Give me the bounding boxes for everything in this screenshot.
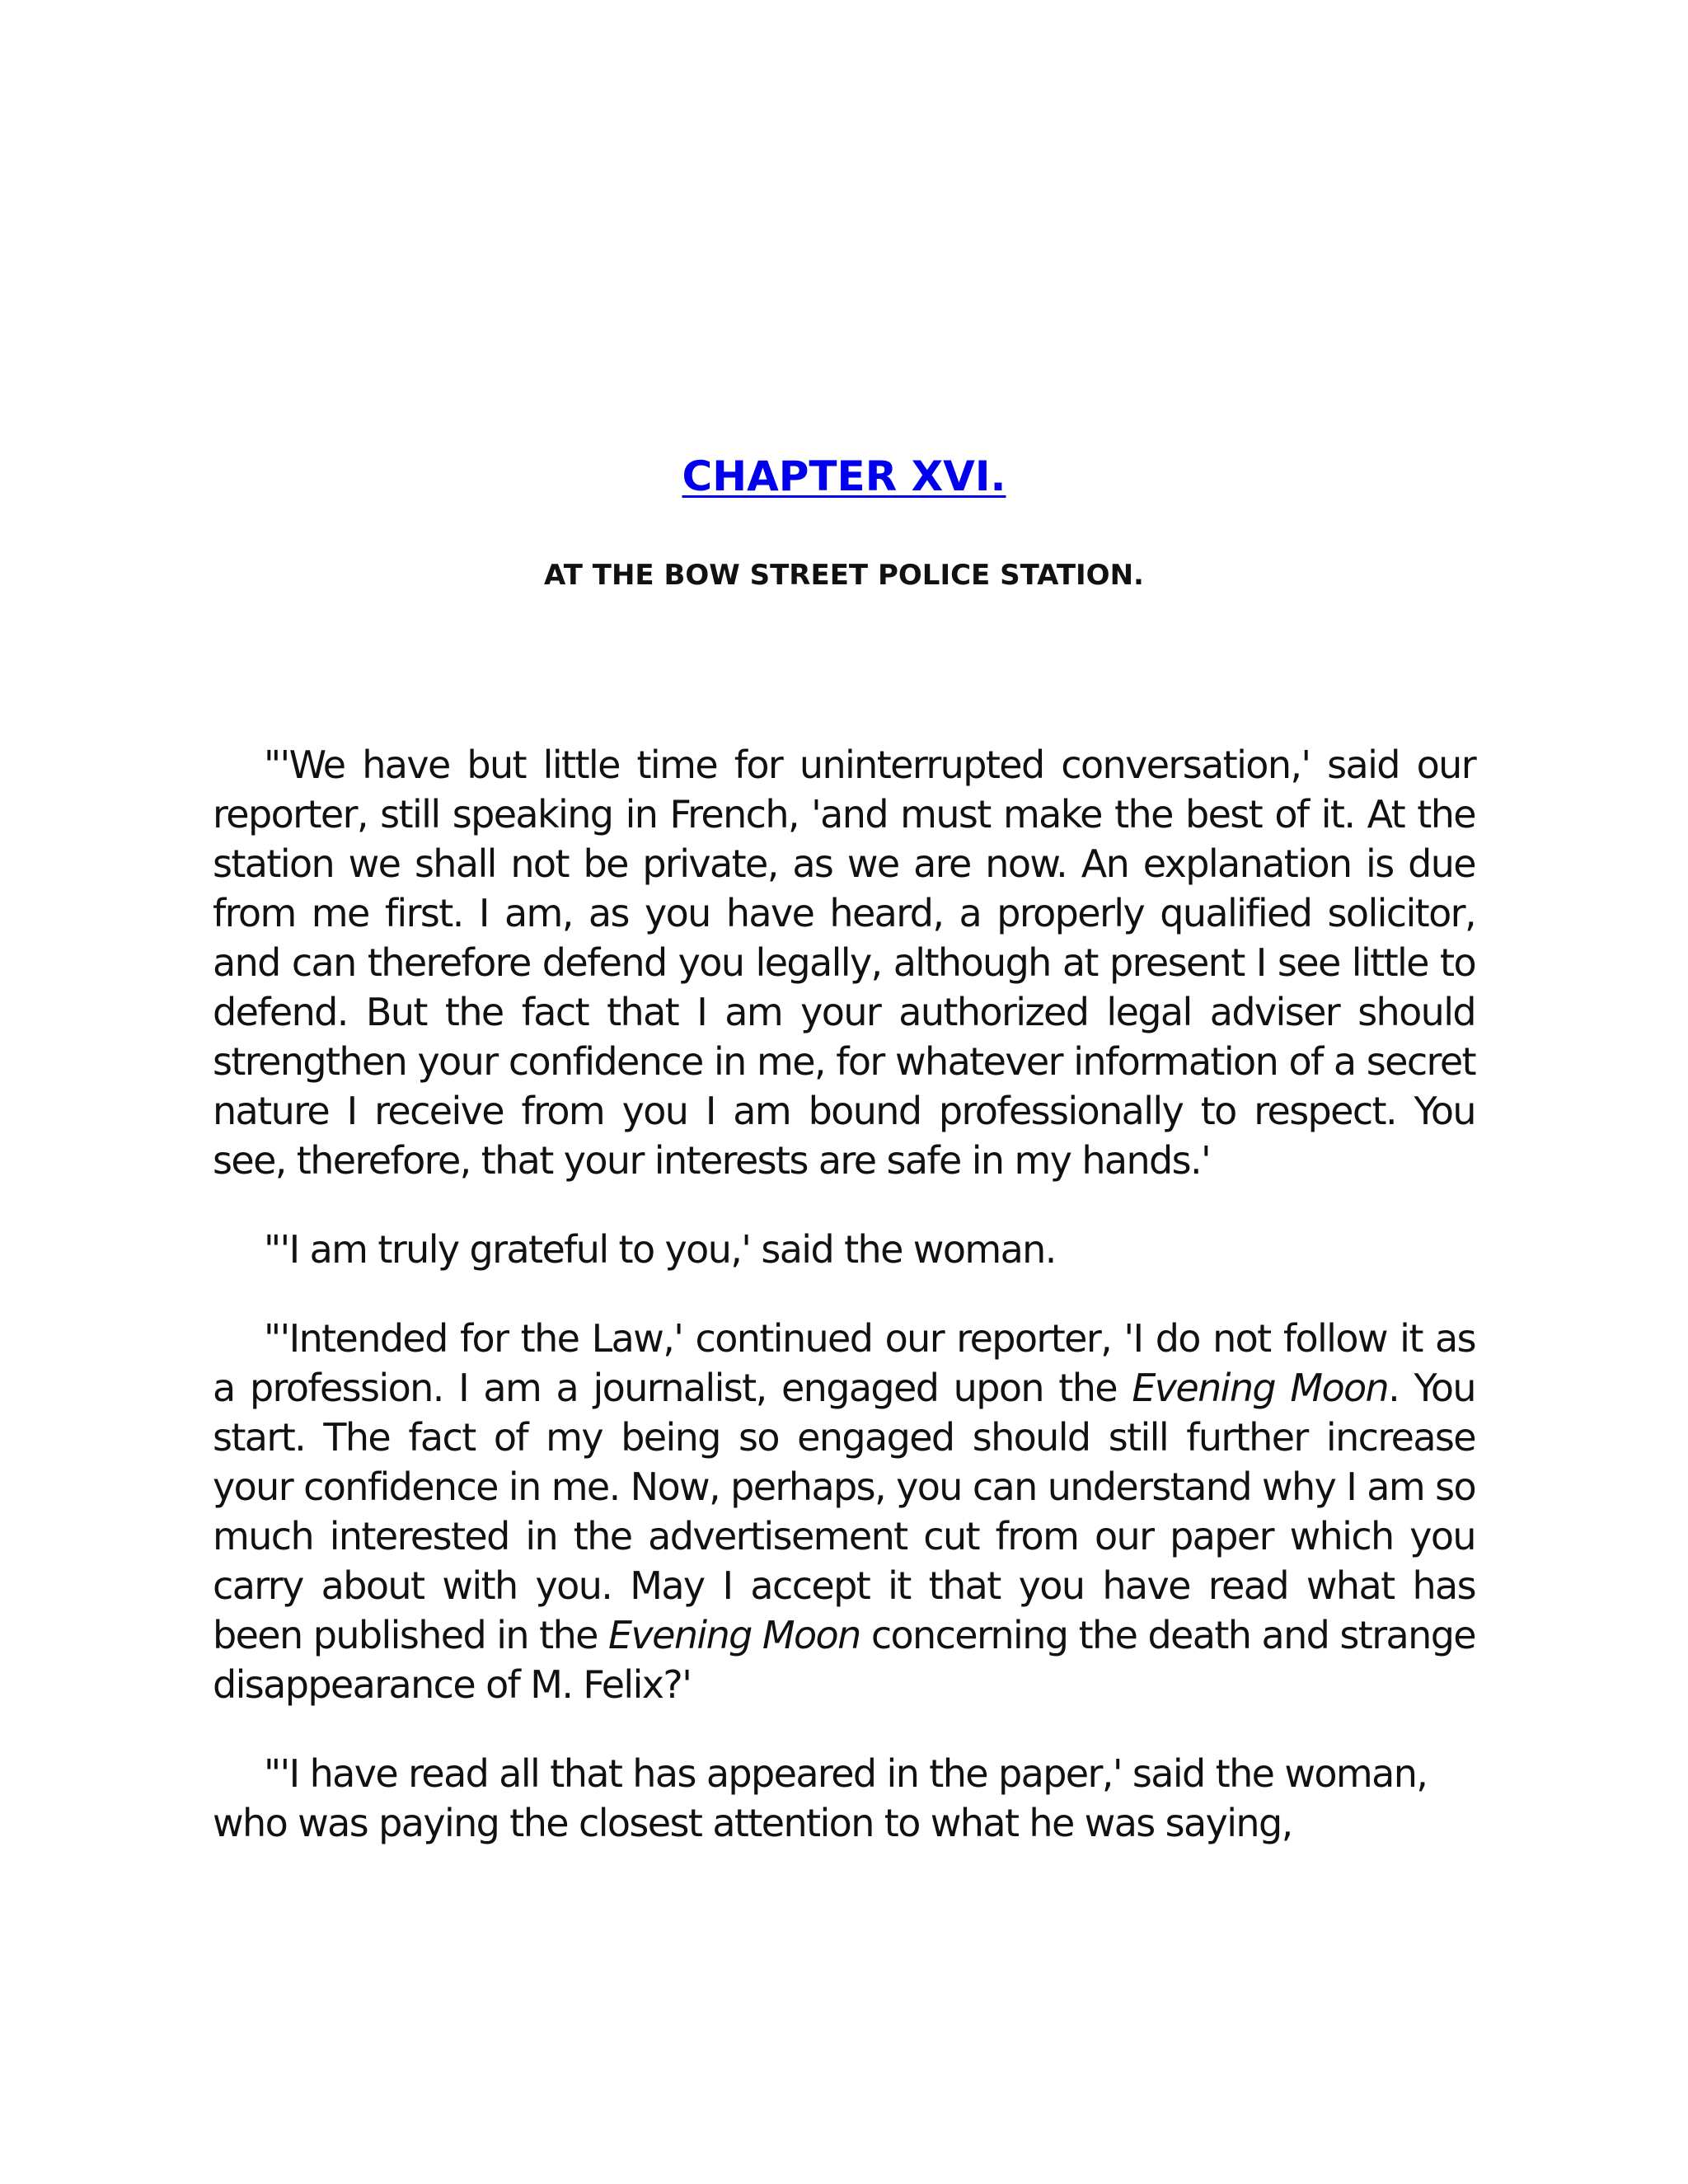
paragraph-4: "'I have read all that has appeared in the paper,' said the woman, who was paying the closest attention to what he was saying, xyxy=(213,1751,1428,1845)
newspaper-title-italic: Evening Moon xyxy=(608,1613,860,1657)
paragraph-3-text-a: "'Intended for the Law,' continued our reporter, 'I do not follow it as a profession. I am a journalist, engaged upon the xyxy=(213,1316,1475,1410)
chapter-subtitle: AT THE BOW STREET POLICE STATION. xyxy=(544,559,1144,592)
paragraph-2: "'I am truly grateful to you,' said the woman. xyxy=(264,1227,1056,1272)
paragraph-3-text-c: concerning the death and strange disappearance of M. Felix?' xyxy=(213,1613,1475,1707)
chapter-body xyxy=(213,740,1475,1887)
newspaper-title-italic: Evening Moon xyxy=(1132,1366,1389,1410)
paragraph-3 xyxy=(213,1314,1475,1709)
chapter-title-link[interactable]: CHAPTER XVI. xyxy=(682,452,1006,500)
paragraph-1: "'We have but little time for uninterrupted conversation,' said our reporter, still speaking in French, 'and must make the best of it. At the station we shall not be private, as we are now. An explanation is due from me first. I am, as you have heard, a properly qualified solicitor, and can therefore defend you legally, although at present I see little to defend. But the fact that I am your authorized legal adviser should strengthen your confidence in me, for whatever information of a secret nature I receive from you I am bound professionally to respect. You see, therefore, that your interests are safe in my hands.' xyxy=(213,743,1475,1183)
paragraph-3-text-b: . You start. The fact of my being so engaged should still further increase your confidence in me. Now, perhaps, you can understand why I am so much interested in the advertisement cut from our paper which you carry about with you. May I accept it that you have read what has been published in the xyxy=(213,1366,1475,1657)
